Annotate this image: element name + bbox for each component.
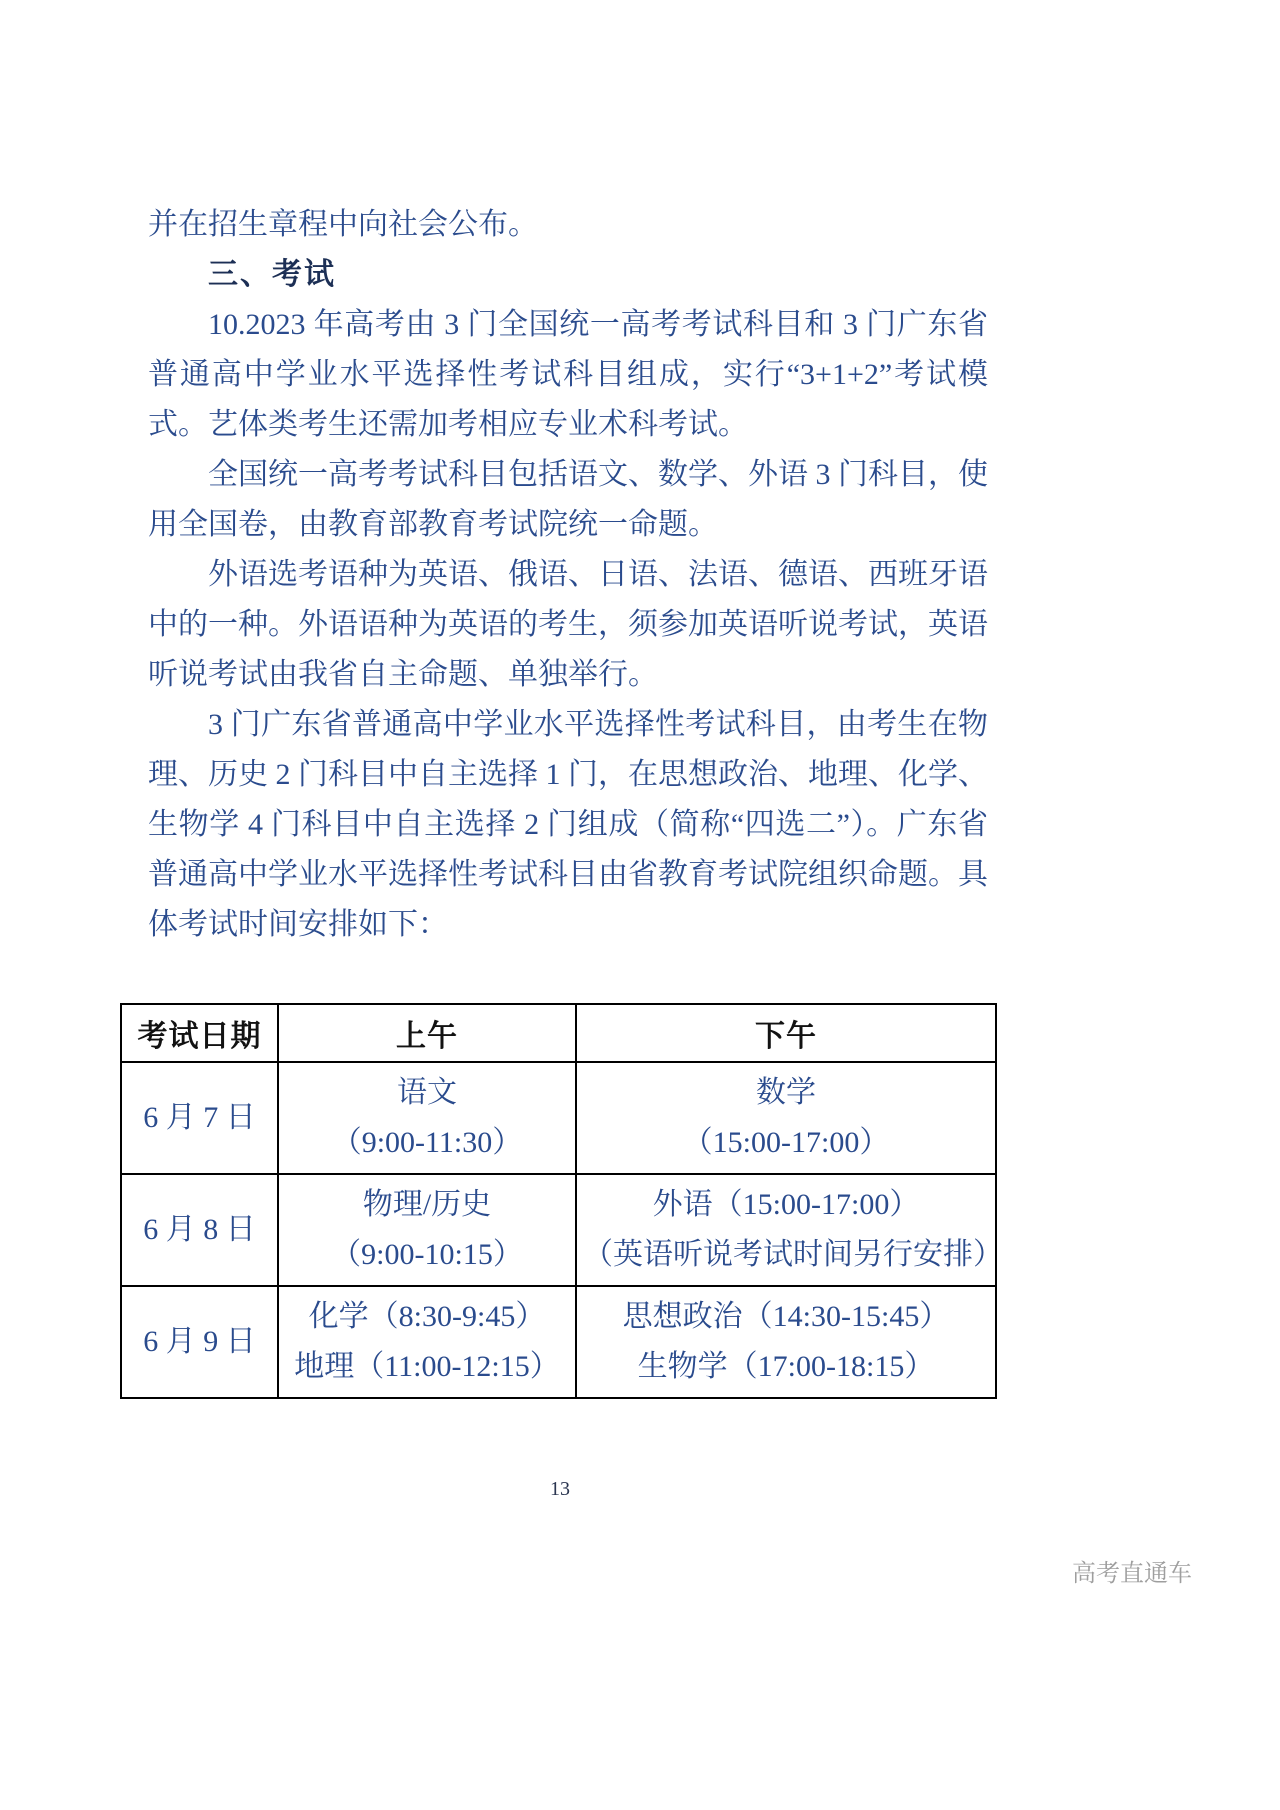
subject-name: 物理/历史	[362, 1188, 492, 1221]
subject-name: 语文	[397, 1076, 457, 1109]
header-cell-morning: 上午	[278, 1004, 576, 1062]
cell-afternoon	[576, 1286, 996, 1398]
subject-time: （15:00-17:00）	[682, 1126, 890, 1159]
table-header-row	[121, 1004, 996, 1062]
cell-date: 6 月 9 日	[121, 1286, 278, 1398]
subject-name: 思想政治（14:30-15:45）	[622, 1300, 950, 1333]
cell-morning	[278, 1062, 576, 1174]
subject-note: （英语听说考试时间另行安排）	[583, 1238, 1003, 1271]
watermark: 高考直通车	[1072, 1560, 1192, 1587]
cell-morning	[278, 1286, 576, 1398]
cell-morning	[278, 1174, 576, 1286]
paragraph-selective-subjects: 3 门广东省普通高中学业水平选择性考试科目，由考生在物理、历史 2 门科目中自主选择 1 门，在思想政治、地理、化学、生物学 4 门科目中自主选择 2 门组成（简称“四选二”）。广东省普通高中学业水平选择性考试科目由省教育考试院组织命题。具体考试时间安排如下：	[148, 708, 988, 941]
subject-time: （9:00-11:30）	[331, 1126, 523, 1159]
subject-name: 生物学（17:00-18:15）	[637, 1350, 935, 1383]
paragraph-national-subjects: 全国统一高考考试科目包括语文、数学、外语 3 门科目，使用全国卷，由教育部教育考试院统一命题。	[148, 458, 988, 541]
header-cell-date: 考试日期	[121, 1004, 278, 1062]
cell-date: 6 月 7 日	[121, 1062, 278, 1174]
page-number: 13	[550, 1478, 570, 1500]
section-heading: 三、考试	[208, 258, 336, 291]
paragraph-continuation: 并在招生章程中向社会公布。	[148, 208, 538, 241]
cell-afternoon	[576, 1174, 1003, 1286]
table-row	[121, 1062, 996, 1174]
paragraph-exam-mode: 10.2023 年高考由 3 门全国统一高考考试科目和 3 门广东省普通高中学业水平选择性考试科目组成，实行“3+1+2”考试模式。艺体类考生还需加考相应专业术科考试。	[148, 308, 988, 441]
subject-time: （9:00-10:15）	[331, 1238, 523, 1271]
subject-name: 化学（8:30-9:45）	[308, 1300, 546, 1333]
cell-afternoon	[576, 1062, 996, 1174]
paragraph-foreign-language: 外语选考语种为英语、俄语、日语、法语、德语、西班牙语中的一种。外语语种为英语的考生，须参加英语听说考试，英语听说考试由我省自主命题、单独举行。	[148, 558, 988, 691]
table-row	[121, 1174, 996, 1286]
cell-date: 6 月 8 日	[121, 1174, 278, 1286]
header-cell-afternoon: 下午	[576, 1004, 996, 1062]
subject-name: 地理（11:00-12:15）	[294, 1350, 560, 1383]
table-row	[121, 1286, 996, 1398]
body-text	[148, 200, 988, 950]
subject-name: 外语（15:00-17:00）	[652, 1188, 920, 1221]
exam-schedule-table	[120, 1003, 1003, 1399]
subject-name: 数学	[756, 1076, 816, 1109]
